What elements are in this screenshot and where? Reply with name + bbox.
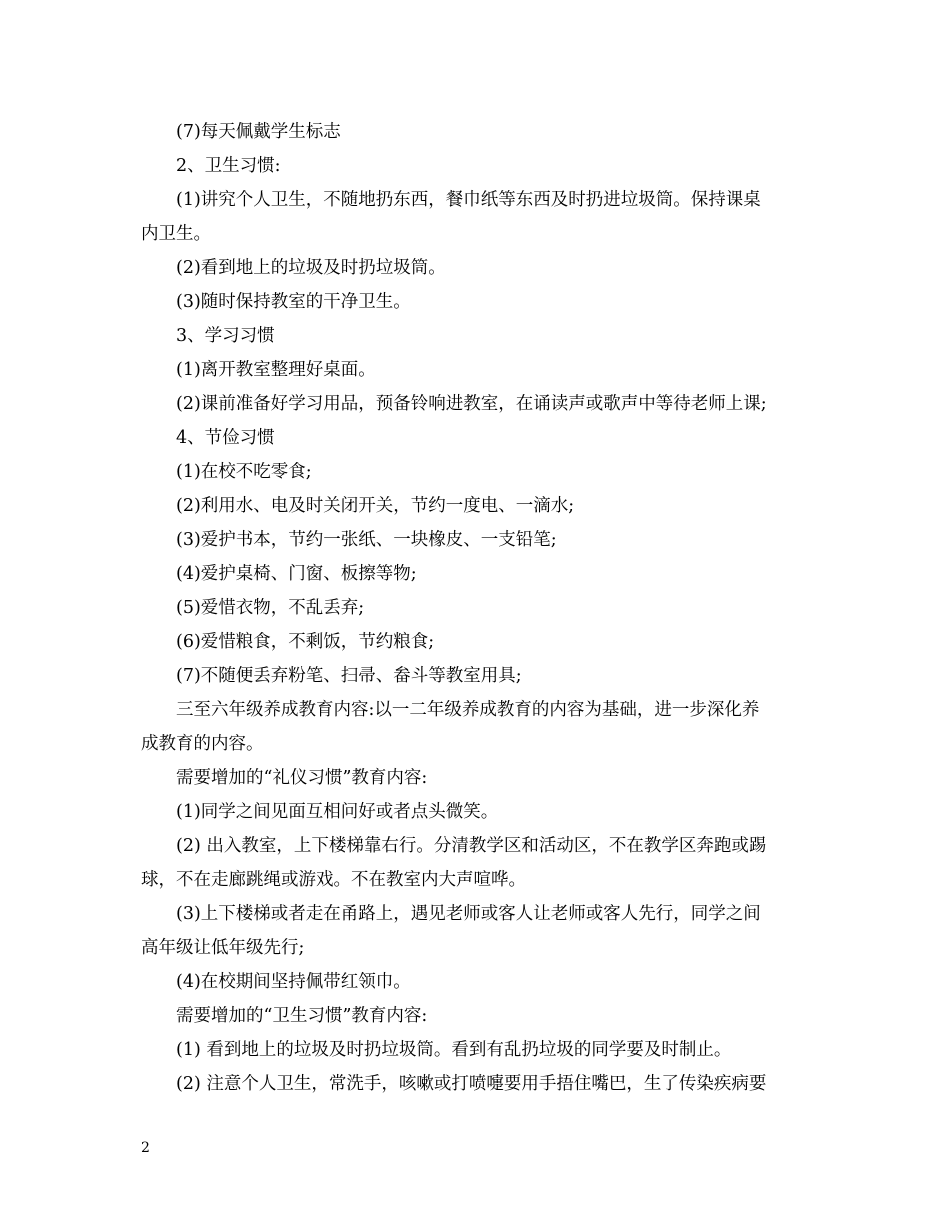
text-line: (3)上下楼梯或者走在甬路上，遇见老师或客人让老师或客人先行，同学之间 (176, 904, 761, 924)
text-line: (1) 看到地上的垃圾及时扔垃圾筒。看到有乱扔垃圾的同学要及时制止。 (176, 1040, 732, 1060)
page-body (141, 115, 813, 1101)
subsection-heading-hygiene: 需要增加的“卫生习惯”教育内容: (176, 1006, 428, 1026)
text-line-continued: 内卫生。 (141, 224, 211, 244)
text-line: (3)爱护书本，节约一张纸、一块橡皮、一支铅笔; (176, 530, 557, 550)
text-line: (2) 注意个人卫生，常洗手，咳嗽或打喷嚏要用手捂住嘴巴，生了传染疾病要 (176, 1074, 767, 1094)
text-line-continued: 高年级让低年级先行; (141, 938, 305, 958)
text-line: (2)利用水、电及时关闭开关，节约一度电、一滴水; (176, 496, 575, 516)
text-line: (2)课前准备好学习用品，预备铃响进教室，在诵读声或歌声中等待老师上课; (176, 394, 767, 414)
text-line: (1)在校不吃零食; (176, 462, 312, 482)
text-line: (4)爱护桌椅、门窗、板擦等物; (176, 564, 417, 584)
text-line: (1)讲究个人卫生，不随地扔东西，餐巾纸等东西及时扔进垃圾筒。保持课桌 (176, 190, 761, 210)
text-line-continued: 球，不在走廊跳绳或游戏。不在教室内大声喧哗。 (141, 870, 526, 890)
section-heading-thrift: 4、节俭习惯 (176, 428, 275, 448)
section-heading-hygiene: 2、卫生习惯: (176, 156, 281, 176)
text-line-continued: 成教育的内容。 (141, 734, 264, 754)
text-line: (6)爱惜粮食，不剩饭，节约粮食; (176, 632, 435, 652)
text-line: (3)随时保持教室的干净卫生。 (176, 292, 411, 312)
text-line: (4)在校期间坚持佩带红领巾。 (176, 972, 411, 992)
text-line: (2) 出入教室，上下楼梯靠右行。分清教学区和活动区，不在教学区奔跑或踢 (176, 836, 767, 856)
text-line: (7)每天佩戴学生标志 (176, 122, 341, 142)
text-line: (1)同学之间见面互相问好或者点头微笑。 (176, 802, 499, 822)
text-line: 三至六年级养成教育内容:以一二年级养成教育的内容为基础，进一步深化养 (176, 700, 760, 720)
text-line: (2)看到地上的垃圾及时扔垃圾筒。 (176, 258, 446, 278)
section-heading-study: 3、学习习惯 (176, 326, 275, 346)
text-line: (7)不随便丢弃粉笔、扫帚、畚斗等教室用具; (176, 666, 522, 686)
subsection-heading-etiquette: 需要增加的“礼仪习惯”教育内容: (176, 768, 428, 788)
page-number: 2 (141, 1140, 150, 1156)
text-line: (5)爱惜衣物，不乱丢弃; (176, 598, 365, 618)
text-line: (1)离开教室整理好桌面。 (176, 360, 376, 380)
